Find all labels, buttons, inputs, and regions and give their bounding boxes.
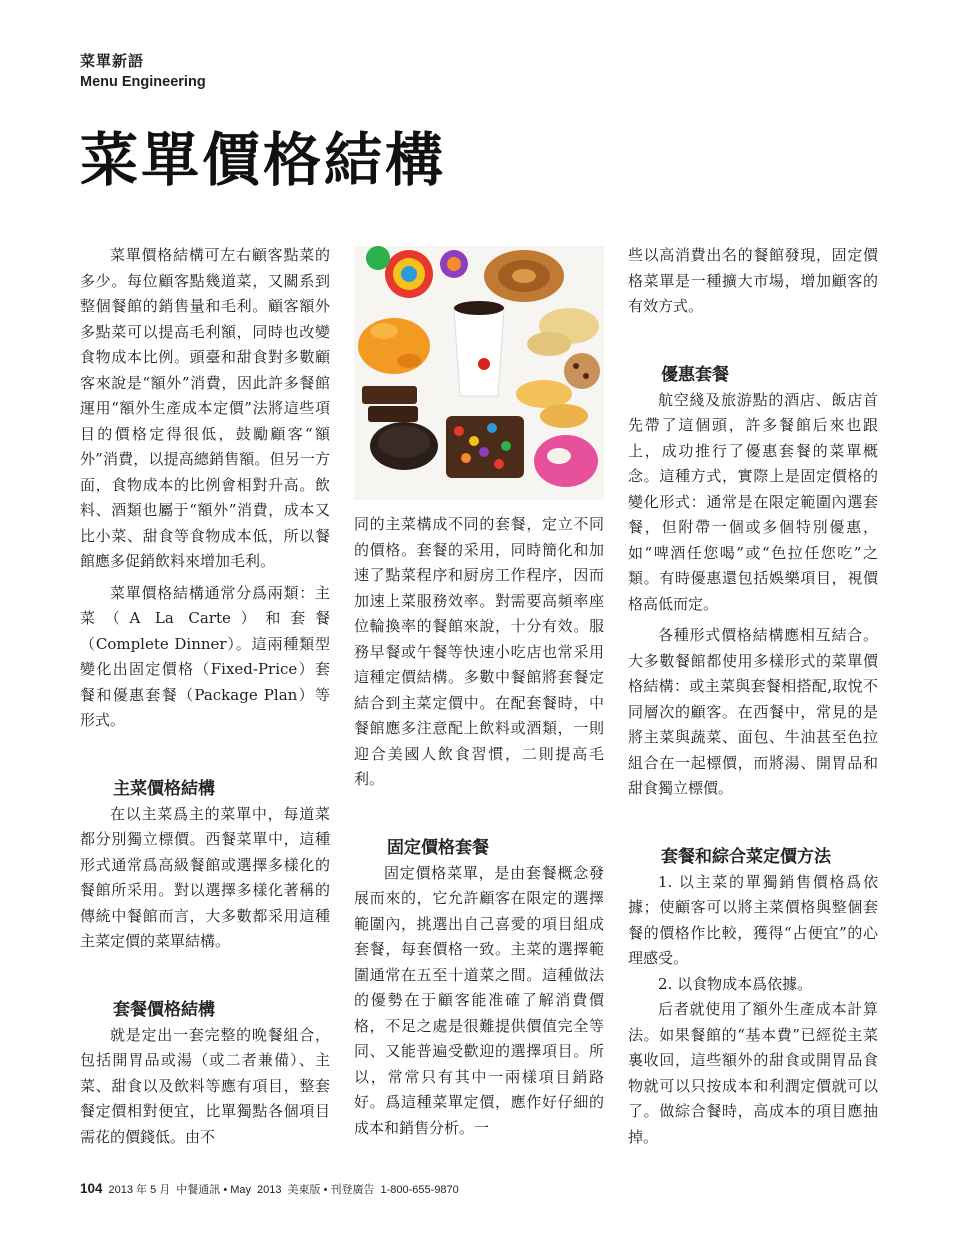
paragraph: 就是定出一套完整的晚餐組合，包括開胃品或湯（或二者兼備）、主菜、甜食以及飲料等應有項目，整套餐定價相對便宜，比單獨點各個項目需花的價錢低。由不 — [80, 1025, 330, 1146]
footer-publication: 中餐通訊 • May — [176, 1184, 252, 1196]
subheading-package-plan: 優惠套餐 — [661, 364, 729, 385]
paragraph: 1. 以主菜的單獨銷售價格爲依據；使顧客可以將主菜價格與整個套餐的價格作比較，獲得“占便宜”的心理感受。 — [628, 872, 878, 967]
subheading-set-meal-pricing: 套餐價格結構 — [113, 999, 215, 1020]
article-title: 菜單價格結構 — [80, 126, 447, 194]
paragraph: 些以高消費出名的餐館發現，固定價格菜單是一種擴大市場，增加顧客的有效方式。 — [628, 246, 878, 315]
subheading-main-course-pricing: 主菜價格結構 — [113, 778, 215, 799]
paragraph: 固定價格菜單，是由套餐概念發展而來的，它允許顧客在限定的選擇範圍內，挑選出自己喜愛的項目組成套餐，每套價格一致。主菜的選擇範圍通常在五至十道菜之間。這種做法的優勢在于顧客能准確了解消費價格，不足之處是很難提供價值完全等同、又能普遍受歡迎的選擇項目。所以，常常只有其中一兩樣項目銷路好。爲這種菜單定價，應作好仔細的成本和銷售分析。一 — [354, 863, 604, 1137]
footer-year: 2013 — [257, 1184, 282, 1196]
column-1 — [80, 243, 330, 1150]
section-label-zh: 菜單新語 — [80, 52, 145, 70]
paragraph: 航空綫及旅游點的酒店、飯店首先帶了這個頭，許多餐館后來也跟上，成功推行了優惠套餐的菜單概念。這種方式，實際上是固定價格的變化形式：通常是在限定範圍內選套餐，但附帶一個或多個特別優惠，如“啤酒任您喝”或“色拉任您吃”之類。有時優惠還包括娛樂項目，視價格高低而定。 — [628, 390, 878, 613]
paragraph: 同的主菜構成不同的套餐，定立不同的價格。套餐的采用，同時簡化和加速了點菜程序和厨房工作程序，因而加速上菜服務效率。對需要高頻率座位輪換率的餐館來說，十分有效。服務早餐或午餐等快速小吃店也常采用這種定價結構。多數中餐館將套餐定結合到主菜定價中。在配套餐時，中餐館應多注意配上飲料或酒類，一則迎合美國人飲食習慣，二則提高毛利。 — [354, 515, 604, 788]
footer-date: 2013 年 5 月 — [108, 1184, 171, 1196]
food-photo-illustration — [354, 246, 604, 500]
page-footer — [80, 1181, 465, 1197]
column-2 — [354, 512, 604, 1141]
page-number: 104 — [80, 1181, 103, 1196]
subheading-set-and-combo-pricing: 套餐和綜合菜定價方法 — [661, 846, 831, 867]
paragraph: 各種形式價格結構應相互結合。大多數餐館都使用多樣形式的菜單價格結構：或主菜與套餐相搭配,取悅不同層次的顧客。在西餐中，常見的是將主菜與蔬菜、面包、牛油甚至色拉組合在一起標價，而將湯、開胃品和甜食獨立標價。 — [628, 626, 878, 797]
paragraph: 菜單價格結構可左右顧客點菜的多少。每位顧客點幾道菜，又關系到整個餐館的銷售量和毛利。顧客額外多點菜可以提高毛利額，同時也改變食物成本比例。頭臺和甜食對多數顧客來說是“額外”消費，因此許多餐館運用“額外生產成本定價”法將這些項目的價格定得很低，鼓勵顧客“額外”消費，以提高總銷售額。但另一方面，食物成本的比例會相對升高。飲料、酒類也屬于“額外”消費，成本又比小菜、甜食等食物成本低，所以餐館應多促銷飲料來增加毛利。 — [80, 246, 330, 570]
footer-edition: 美東版 • 刊登廣告 — [287, 1184, 375, 1196]
paragraph: 在以主菜爲主的菜單中，每道菜都分別獨立標價。西餐菜單中，這種形式通常爲高級餐館或選擇多樣化的餐館所采用。對以選擇多樣化著稱的傳統中餐館而言，大多數都采用這種主菜定價的菜單結構。 — [80, 804, 330, 950]
column-3 — [628, 243, 878, 1150]
paragraph: 2. 以食物成本爲依據。 — [658, 974, 813, 993]
footer-phone: 1-800-655-9870 — [380, 1184, 459, 1196]
paragraph: 后者就使用了額外生產成本計算法。如果餐館的“基本費”已經從主菜裏收回，這些額外的甜食或開胃品食物就可以只按成本和利潤定價就可以了。做綜合餐時，高成本的項目應抽掉。 — [628, 1000, 878, 1146]
food-photo — [354, 246, 604, 500]
subheading-fixed-price-set: 固定價格套餐 — [387, 837, 489, 858]
paragraph: 菜單價格結構通常分爲兩類：主菜（A La Carte）和套餐（Complete Dinner）。這兩種類型變化出固定價格（Fixed-Price）套餐和優惠套餐（Package Plan）等形式。 — [80, 583, 330, 729]
section-label-en: Menu Engineering — [80, 74, 206, 90]
